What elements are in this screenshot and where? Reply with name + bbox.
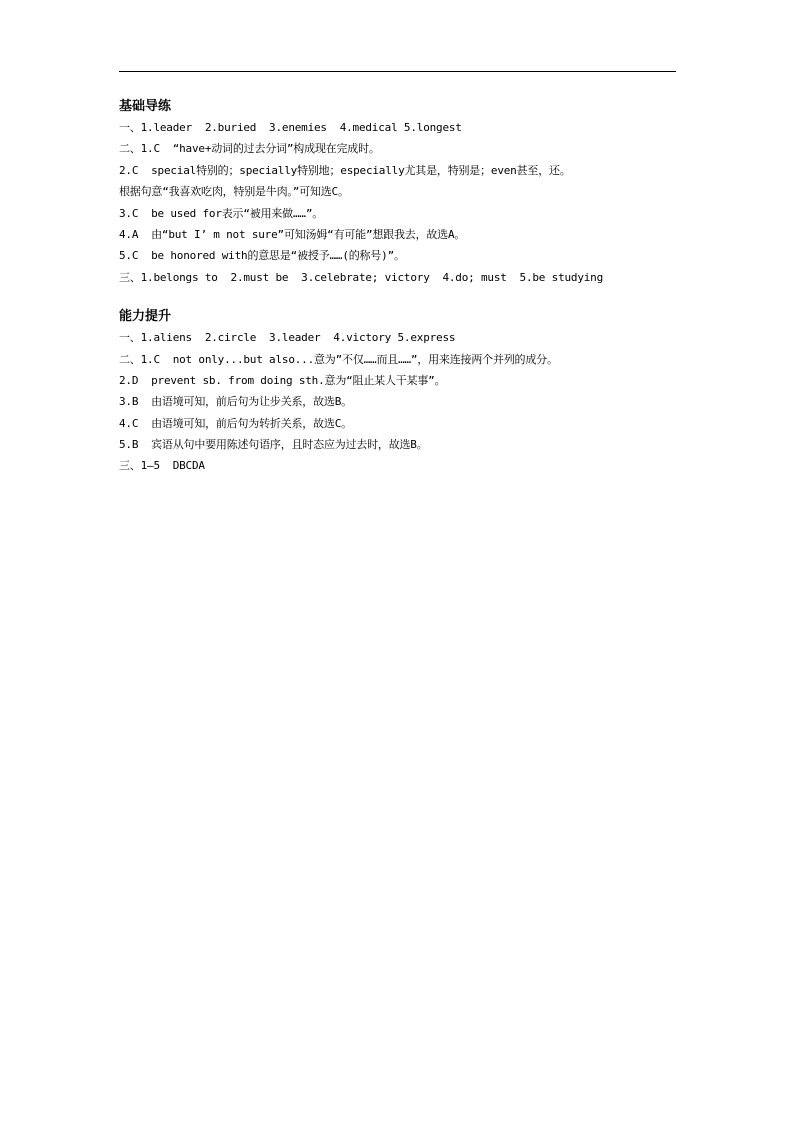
section-spacer (119, 288, 689, 308)
answer-line: 二、1.C “have+动词的过去分词”构成现在完成时。 (119, 142, 380, 156)
answer-line: 3.C be used for表示“被用来做……”。 (119, 206, 324, 220)
answer-line: 3.B 由语境可知，前后句为让步关系，故选B。 (119, 395, 352, 409)
answer-line: 一、1.leader 2.buried 3.enemies 4.medical 5.longest (119, 121, 462, 134)
answer-line: 二、1.C not only...but also...意为”不仅……而且……”，用来连接两个并列的成分。 (119, 352, 558, 366)
section-title: 基础导练 (119, 99, 172, 114)
answer-line: 三、1—5 DBCDA (119, 459, 205, 473)
section-basic-practice (119, 98, 689, 288)
answer-line: 根据句意“我喜欢吃肉，特别是牛肉。”可知选C。 (119, 185, 349, 199)
answer-line: 2.D prevent sb. from doing sth.意为“阻止某人干某事”。 (119, 373, 446, 387)
answer-line: 一、1.aliens 2.circle 3.leader 4.victory 5.express (119, 331, 456, 345)
section-ability-improvement (119, 308, 689, 477)
answer-key-document (119, 98, 689, 477)
section-title: 能力提升 (119, 309, 172, 325)
answer-line: 5.C be honored with的意思是“被授予……(的称号)”。 (119, 249, 405, 263)
answer-line: 5.B 宾语从句中要用陈述句语序，且时态应为过去时，故选B。 (119, 438, 428, 452)
answer-line: 4.A 由“but I’ m not sure”可知汤姆“有可能”想跟我去，故选A。 (119, 227, 466, 241)
answer-line: 三、1.belongs to 2.must be 3.celebrate; victory 4.do; must 5.be studying (119, 270, 604, 284)
answer-line: 4.C 由语境可知，前后句为转折关系，故选C。 (119, 416, 352, 430)
header-rule (119, 71, 676, 72)
answer-line: 2.C special特别的；specially特别地；especially尤其是，特别是；even甚至，还。 (119, 163, 571, 177)
